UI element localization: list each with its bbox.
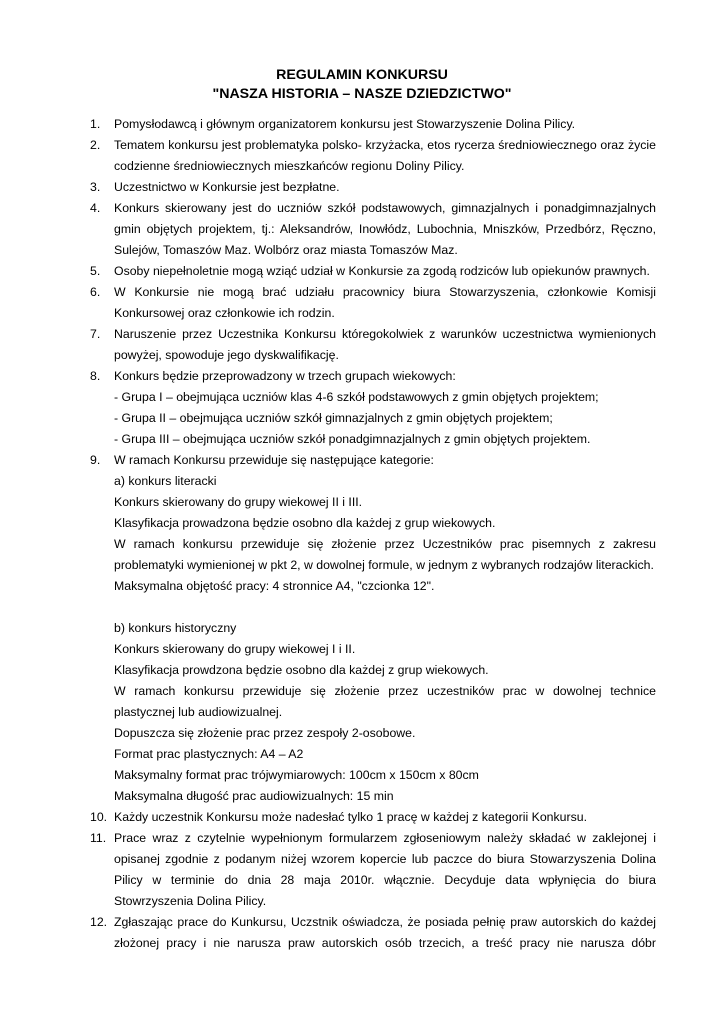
item-number: 3. — [90, 180, 101, 194]
list-item — [90, 366, 656, 450]
category-b-line: W ramach konkursu przewiduje się złożenie przez uczestników prac w dowolnej technice plastycznej lub audiowizualnej. — [114, 684, 656, 719]
item-number: 4. — [90, 201, 101, 215]
category-a-line: W ramach konkursu przewiduje się złożenie przez Uczestników prac pisemnych z zakresu problematyki wymienionej w pkt 2, w dowolnej formule, w jednym z wybranych rodzajów literackich. — [114, 537, 656, 572]
list-item — [90, 324, 656, 366]
category-b-line: Format prac plastycznych: A4 – A2 — [114, 747, 304, 761]
item-number: 11. — [90, 831, 107, 845]
item-number: 5. — [90, 264, 101, 278]
item-text: Tematem konkursu jest problematyka polsko- krzyżacka, etos rycerza średniowiecznego oraz życie codzienne średniowiecznych mieszkańców regionu Doliny Pilicy. — [114, 138, 656, 173]
category-b-line: Konkurs skierowany do grupy wiekowej I i II. — [114, 642, 356, 656]
item-text: Uczestnictwo w Konkursie jest bezpłatne. — [114, 180, 340, 194]
category-a-line: Maksymalna objętość pracy: 4 stronnice A4, "czcionka 12". — [114, 579, 435, 593]
list-item — [90, 198, 656, 261]
list-item — [90, 807, 656, 828]
item-number: 6. — [90, 285, 101, 299]
list-item — [90, 912, 656, 954]
age-group-line: - Grupa III – obejmująca uczniów szkół ponadgimnazjalnych z gmin objętych projektem. — [114, 432, 591, 446]
category-a-heading: a) konkurs literacki — [114, 474, 217, 488]
item-text: Każdy uczestnik Konkursu może nadesłać tylko 1 pracę w każdej z kategorii Konkursu. — [114, 810, 587, 824]
regulations-list — [90, 114, 656, 954]
item-text: W ramach Konkursu przewiduje się następujące kategorie: — [114, 453, 434, 467]
item-text: W Konkursie nie mogą brać udziału pracownicy biura Stowarzyszenia, członkowie Komisji Konkursowej oraz członkowie ich rodzin. — [114, 285, 656, 320]
regulations-body — [90, 114, 656, 954]
category-b-line: Maksymalna długość prac audiowizualnych: 15 min — [114, 789, 394, 803]
category-b-heading: b) konkurs historyczny — [114, 621, 237, 635]
list-item — [90, 135, 656, 177]
item-number: 7. — [90, 327, 101, 341]
title-line-2: "NASZA HISTORIA – NASZE DZIEDZICTWO" — [212, 86, 512, 102]
list-item — [90, 177, 656, 198]
item-number: 2. — [90, 138, 101, 152]
category-a-line: Klasyfikacja prowadzona będzie osobno dla każdej z grup wiekowych. — [114, 516, 496, 530]
category-b-line: Maksymalny format prac trójwymiarowych: 100cm x 150cm x 80cm — [114, 768, 479, 782]
category-b-line: Dopuszcza się złożenie prac przez zespoły 2-osobowe. — [114, 726, 416, 740]
list-item — [90, 261, 656, 282]
blank-line — [114, 597, 656, 618]
item-text: Pomysłodawcą i głównym organizatorem konkursu jest Stowarzyszenie Dolina Pilicy. — [114, 117, 576, 131]
item-text: Prace wraz z czytelnie wypełnionym formularzem zgłoseniowym należy składać w zaklejonej i opisanej zgodnie z podanym niżej wzorem kopercie lub paczce do biura Stowarzyszenia Dolina Pilicy w terminie do dnia 28 maja 2010r. włącznie. Decyduje data wpłynięcia do biura Stowrzyszenia Dolina Pilicy. — [114, 831, 656, 908]
category-a-line: Konkurs skierowany do grupy wiekowej II i III. — [114, 495, 363, 509]
list-item — [90, 828, 656, 912]
item-number: 8. — [90, 369, 101, 383]
item-number: 9. — [90, 453, 101, 467]
list-item — [90, 282, 656, 324]
item-number: 10. — [90, 810, 108, 824]
age-group-line: - Grupa I – obejmująca uczniów klas 4-6 szkół podstawowych z gmin objętych projektem; — [114, 390, 599, 404]
item-text: Naruszenie przez Uczestnika Konkursu któregokolwiek z warunków uczestnictwa wymienionych powyżej, spowoduje jego dyskwalifikację. — [114, 327, 656, 362]
list-item — [90, 450, 656, 807]
category-b-line: Klasyfikacja prowdzona będzie osobno dla każdej z grup wiekowych. — [114, 663, 489, 677]
item-number: 1. — [90, 117, 101, 131]
item-text: Konkurs będzie przeprowadzony w trzech grupach wiekowych: — [114, 369, 456, 383]
list-item — [90, 114, 656, 135]
age-group-line: - Grupa II – obejmująca uczniów szkół gimnazjalnych z gmin objętych projektem; — [114, 411, 553, 425]
item-number: 12. — [90, 915, 108, 929]
item-text: Osoby niepełnoletnie mogą wziąć udział w Konkursie za zgodą rodziców lub opiekunów prawnych. — [114, 264, 650, 278]
item-text: Zgłaszając prace do Kunkursu, Uczstnik oświadcza, że posiada pełnię praw autorskich do każdej złożonej pracy i nie narusza praw autorskich osób trzecich, a treść pracy nie narusza dóbr — [114, 915, 656, 950]
item-text: Konkurs skierowany jest do uczniów szkół podstawowych, gimnazjalnych i ponadgimnazjalnych gmin objętych projektem, tj.: Aleksandrów, Inowłódz, Lubochnia, Mniszków, Przedbórz, Ręczno, Sulejów, Tomaszów Maz. Wolbórz oraz miasta Tomaszów Maz. — [114, 201, 656, 257]
title-line-1: REGULAMIN KONKURSU — [276, 67, 448, 83]
